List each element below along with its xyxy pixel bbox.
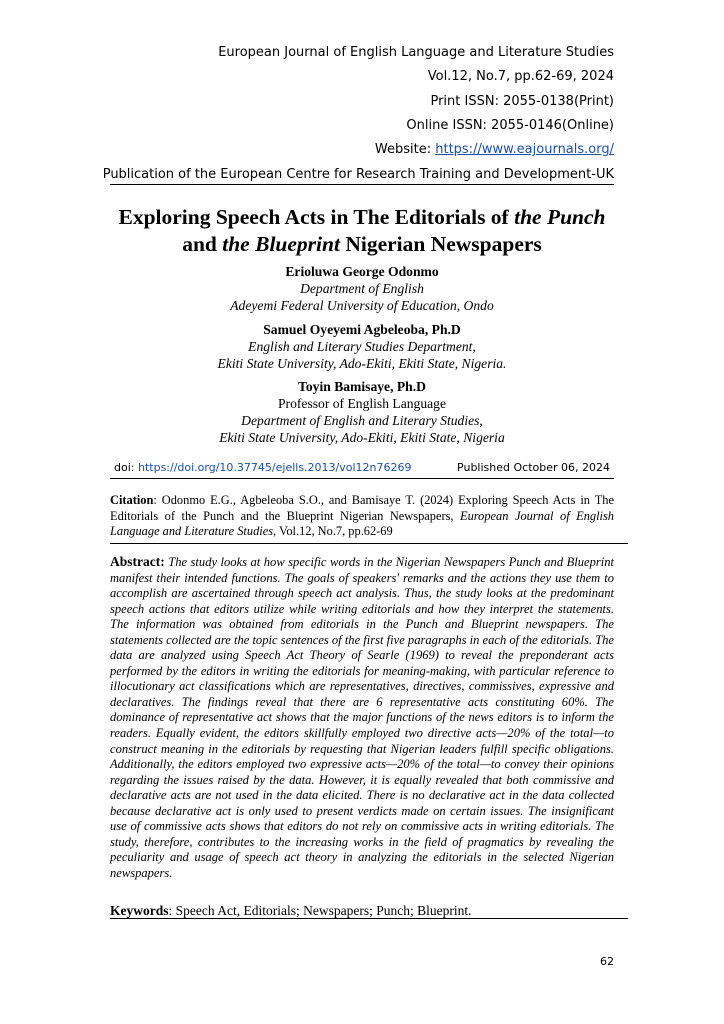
title-part-italic: the Blueprint <box>222 232 340 256</box>
author-title: Professor of English Language <box>278 396 446 411</box>
publisher-text: Publication of the European Centre for Research Training and Development-UK <box>102 167 614 182</box>
author-name: Erioluwa George Odonmo <box>285 264 439 279</box>
publisher-row <box>102 167 614 185</box>
keywords-label: Keywords <box>110 903 169 918</box>
author-affiliation: Ekiti State University, Ado-Ekiti, Ekiti State, Nigeria <box>219 430 505 445</box>
author-block-2 <box>100 321 624 372</box>
doi-link[interactable]: https://doi.org/10.37745/ejells.2013/vol12n76269 <box>137 461 412 474</box>
page-number: 62 <box>600 955 614 968</box>
published-date: Published October 06, 2024 <box>457 461 610 474</box>
abstract <box>110 554 614 881</box>
citation <box>110 493 614 540</box>
doi-row <box>110 461 614 479</box>
doi-label: doi: <box>114 461 138 474</box>
website-label: Website: <box>374 142 436 157</box>
website-link[interactable]: https://www.eajournals.org/ <box>435 142 614 157</box>
citation-label: Citation <box>110 493 154 507</box>
website-line <box>375 142 614 158</box>
divider <box>110 918 628 919</box>
author-affiliation: Ekiti State University, Ado-Ekiti, Ekiti State, Nigeria. <box>217 356 507 371</box>
volume-info: Vol.12, No.7, pp.62-69, 2024 <box>427 69 614 84</box>
print-issn: Print ISSN: 2055-0138(Print) <box>430 94 614 109</box>
title-part: Nigerian Newspapers <box>339 232 542 256</box>
author-name: Samuel Oyeyemi Agbeleoba, Ph.D <box>263 322 461 337</box>
abstract-label: Abstract: <box>110 554 165 569</box>
doi <box>114 461 412 475</box>
abstract-text: The study looks at how specific words in the Nigerian Newspapers Punch and Blueprint manifest their intended functions. The goals of speakers' remarks and the actions they use them to accomplish are ascertained through speech act analysis. Thus, the study looks at the predominant speech actions that editors utilize while writing editorials and how they interpret the statements. The information was obtained from editorials in the Punch and Blueprint newspapers. The statements collected are the topic sentences of the first five paragraphs in each of the editorials. The data are analyzed using Speech Act Theory of Searle (1969) to reveal the preponderant acts performed by the editors in writing the editorials for meaning-making, with particular reference to illocutionary act classifications which are representatives, directives, commissives, expressive and declaratives. The findings reveal that there are 6 representative acts constituting 60%. The dominance of representative act shows that the major functions of the news editors is to inform the readers. Equally evident, the editors skillfully employed two directive acts—20% of the total—to construct meaning in the editorials by requesting that Nigerian leaders fulfill specific obligations. Additionally, the editors employed two expressive acts—20% of the total—to convey their opinions regarding the issues raised by the data. However, it is equally revealed that both commissive and declarative acts are not used in the data elicited. There is no declarative act in the data collected because declarative act is only used to present verdicts made on certain issues. The insignificant use of commissive acts shows that editors do not rely on commissive acts in writing editorials. The study, therefore, contributes to the increasing works in the field of pragmatics by revealing the peculiarity and usage of speech act theory in analyzing the editorials in the selected Nigerian newspapers. <box>110 555 614 880</box>
citation-journal: European Journal of English Language and Literature Studies <box>110 508 615 538</box>
keywords-text: : Speech Act, Editorials; Newspapers; Punch; Blueprint. <box>168 903 472 918</box>
title-part: and <box>182 232 223 256</box>
article-title <box>90 204 634 258</box>
citation-text: : Odonmo E.G., Agbeleoba S.O., and Bamisaye T. (2024) Exploring Speech Acts in The Editorials of the Punch and the Blueprint Nigerian Newspapers, <box>110 493 614 523</box>
author-block-1 <box>100 263 624 314</box>
author-affiliation: English and Literary Studies Department, <box>248 339 476 354</box>
citation-tail: , Vol.12, No.7, pp.62-69 <box>273 524 393 538</box>
title-part: Exploring Speech Acts in The Editorials of <box>118 205 515 229</box>
online-issn: Online ISSN: 2055-0146(Online) <box>406 118 614 133</box>
author-affiliation: Adeyemi Federal University of Education, Ondo <box>230 298 494 313</box>
author-block-3 <box>100 378 624 446</box>
author-affiliation: Department of English and Literary Studies, <box>241 413 483 428</box>
author-affiliation: Department of English <box>300 281 424 296</box>
journal-name: European Journal of English Language and Literature Studies <box>218 45 614 60</box>
title-part-italic: the Punch <box>514 205 606 229</box>
divider <box>110 543 628 544</box>
keywords <box>110 903 628 919</box>
author-name: Toyin Bamisaye, Ph.D <box>298 379 426 394</box>
